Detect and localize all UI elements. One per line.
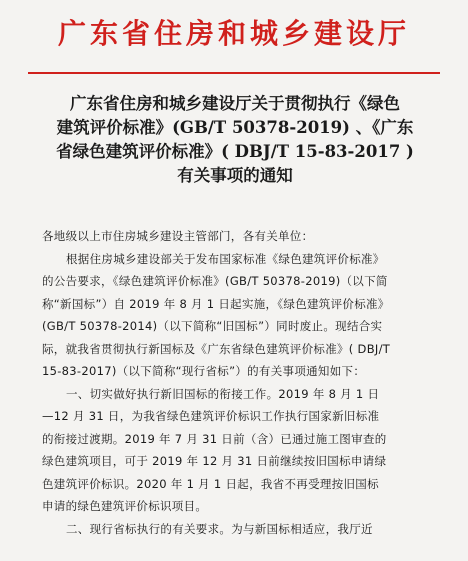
letterhead-title: 广东省住房和城乡建设厅 (57, 17, 410, 50)
title-line-3: 省绿色建筑评价标准》( DBJ/T 15-83-2017 ) (56, 142, 414, 161)
body-line: 根据住房城乡建设部关于发布国家标准《绿色建筑评价标准》 (66, 251, 385, 266)
body-line: (GB/T 50378-2014)（以下简称“旧国标”）同时废止。现结合实 (42, 319, 383, 333)
salutation: 各地级以上市住房城乡建设主管部门，各有关单位： (42, 229, 314, 243)
body-line: —12 月 31 日，为我省绿色建筑评价标识工作执行国家新旧标准 (42, 409, 380, 423)
body-line: 申请的绿色建筑评价标识项目。 (42, 499, 208, 513)
title-line-1: 广东省住房和城乡建设厅关于贯彻执行《绿色 (70, 94, 400, 113)
body-line: 称“新国标”）自 2019 年 8 月 1 日起实施，《绿色建筑评价标准》 (42, 296, 390, 311)
title-line-2: 建筑评价标准》(GB/T 50378-2019) 、《广东 (56, 118, 414, 137)
body-line: 二、现行省标执行的有关要求。为与新国标相适应，我厅近 (66, 521, 373, 536)
body-line: 际，就我省贯彻执行新国标及《广东省绿色建筑评价标准》( DBJ/T (42, 341, 391, 356)
body-line: 绿色建筑项目，可于 2019 年 12 月 31 日前继续按旧国标申请绿 (42, 454, 387, 468)
notice-title (40, 92, 430, 188)
title-line-4: 有关事项的通知 (177, 166, 293, 185)
body-line: 的公告要求，《绿色建筑评价标准》(GB/T 50378-2019)（以下简 (42, 274, 388, 288)
body-line: 一、切实做好执行新旧国标的衔接工作。2019 年 8 月 1 日 (66, 386, 380, 401)
body-line: 色建筑评价标识。2020 年 1 月 1 日起，我省不再受理按旧国标 (42, 476, 379, 491)
letterhead-red-rule (28, 72, 440, 74)
notice-body (42, 225, 442, 540)
body-line: 15-83-2017)（以下简称“现行省标”）的有关事项通知如下： (42, 364, 366, 378)
body-line: 的衔接过渡期。2019 年 7 月 31 日前（含）已通过施工图审查的 (42, 431, 387, 446)
